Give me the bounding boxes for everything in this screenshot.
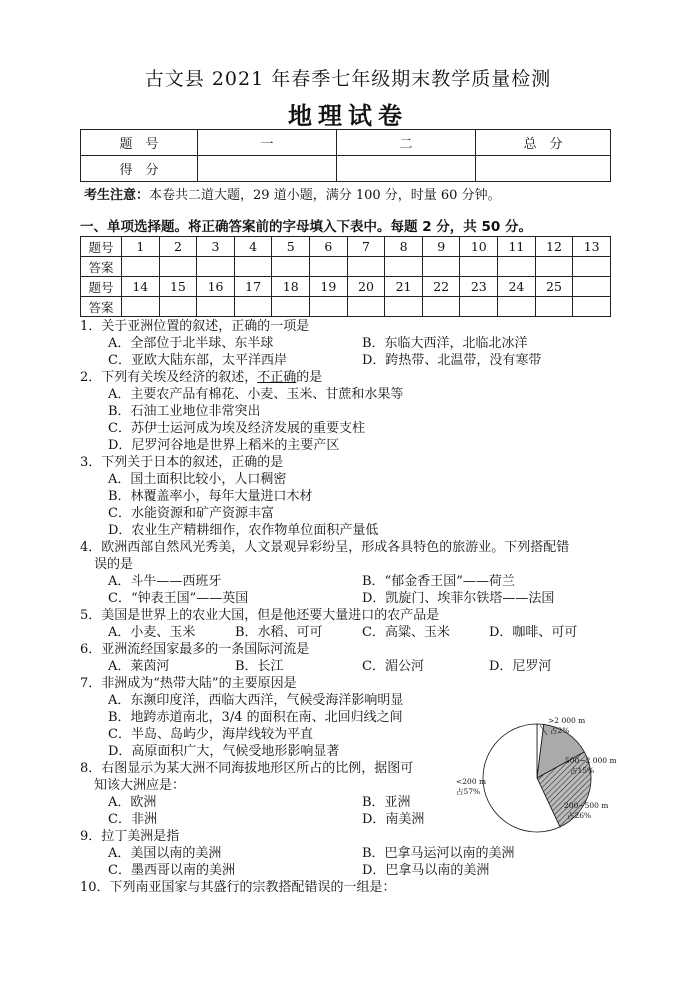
option[interactable]: A．斗牛——西班牙 [108,574,222,589]
option[interactable]: B．东临大西洋，北临北冰洋 [362,336,528,351]
pie-label-range-2: 200~500 m [564,801,609,810]
option[interactable]: A．小麦、玉米 [108,625,196,640]
answer-cell[interactable] [422,257,460,277]
score-row-label: 得 分 [81,156,198,182]
question-number: 15 [159,277,197,297]
answer-cell[interactable] [385,257,423,277]
note-label: 考生注意： [84,188,150,203]
answer-qlabel: 题号 [81,237,122,257]
question-number: 20 [347,277,385,297]
option[interactable]: D．高原面积广大，气候受地形影响显著 [108,744,340,759]
option[interactable]: B．长江 [235,659,284,674]
option[interactable]: A．东濒印度洋，西临大西洋，气候受海洋影响明显 [108,693,404,708]
score-header-2: 二 [337,130,476,156]
option[interactable]: C．“钟表王国”——英国 [108,591,249,606]
question-number: 13 [573,237,611,257]
option[interactable]: B．地跨赤道南北，3/4 的面积在南、北回归线之间 [108,710,403,725]
question-4-cont: 误的是 [94,557,134,572]
answer-cell[interactable] [310,257,348,277]
option[interactable]: C．水能资源和矿产资源丰富 [108,506,274,521]
exam-note [84,184,501,203]
option[interactable]: B．巴拿马运河以南的美洲 [362,846,515,861]
answer-cell[interactable] [197,297,235,317]
answer-cell[interactable] [234,297,272,317]
question-number: 24 [498,277,536,297]
option[interactable]: D．尼罗河 [489,659,552,674]
question-10: 10．下列南亚国家与其盛行的宗教搭配错误的一组是： [80,880,396,895]
question-number: 5 [272,237,310,257]
answer-cell[interactable] [535,257,573,277]
question-number: 16 [197,277,235,297]
question-number: 11 [498,237,536,257]
pie-label-pct-3: 占57% [456,787,481,796]
option[interactable]: D．尼罗河谷地是世界上稻米的主要产区 [108,438,340,453]
option[interactable]: A．欧洲 [108,795,157,810]
score-cell-2[interactable] [337,156,476,182]
answer-cell[interactable] [234,257,272,277]
answer-cell[interactable] [460,297,498,317]
answer-cell[interactable] [535,297,573,317]
question-number: 4 [234,237,272,257]
option[interactable]: D．南美洲 [362,812,425,827]
option[interactable]: C．高粱、玉米 [362,625,450,640]
pie-label-pct-2: 占26% [567,811,592,820]
answer-cell[interactable] [422,297,460,317]
question-number: 14 [122,277,160,297]
question-number [573,277,611,297]
pie-label-range-3: <200 m [456,777,487,786]
question-5: 5．美国是世界上的农业大国，但是他还要大量进口的农产品是 [80,608,440,623]
question-number: 12 [535,237,573,257]
question-number: 18 [272,277,310,297]
exam-subtitle: 地理试卷 [288,101,408,130]
question-9: 9．拉丁美洲是指 [80,829,180,844]
score-header-label: 题 号 [81,130,198,156]
question-6: 6．亚洲流经国家最多的一条国际河流是 [80,642,310,657]
answer-cell[interactable] [272,257,310,277]
option[interactable]: C．非洲 [108,812,157,827]
exam-title: 古文县 2021 年春季七年级期末教学质量检测 [144,68,552,90]
option[interactable]: D．凯旋门、埃菲尔铁塔——法国 [362,591,555,606]
question-2: 2．下列有关埃及经济的叙述，不正确的是 [80,370,323,385]
question-number: 7 [347,237,385,257]
pie-label-pct-1: 占15% [570,766,595,775]
answer-cell[interactable] [159,297,197,317]
option[interactable]: C．湄公河 [362,659,424,674]
question-number: 1 [122,237,160,257]
score-header-1: 一 [198,130,337,156]
answer-cell[interactable] [310,297,348,317]
option[interactable]: C．亚欧大陆东部，太平洋西岸 [108,353,287,368]
answer-cell[interactable] [498,297,536,317]
option[interactable]: B．石油工业地位非常突出 [108,404,261,419]
answer-cell[interactable] [159,257,197,277]
option[interactable]: A．全部位于北半球、东半球 [108,336,274,351]
option[interactable]: B．水稻、可可 [235,625,323,640]
answer-cell[interactable] [197,257,235,277]
question-number: 23 [460,277,498,297]
note-text: 本卷共二道大题，29 道小题，满分 100 分，时量 60 分钟。 [149,188,501,203]
score-table [80,129,611,182]
question-4: 4．欧洲西部自然风光秀美，人文景观异彩纷呈，形成各具特色的旅游业。下列搭配错 [80,540,570,555]
question-number: 17 [234,277,272,297]
option[interactable]: D．农业生产精耕细作，农作物单位面积产量低 [108,523,379,538]
question-number: 8 [385,237,423,257]
question-1: 1．关于亚洲位置的叙述，正确的一项是 [80,319,310,334]
option[interactable]: C．半岛、岛屿少，海岸线较为平直 [108,727,313,742]
question-number: 9 [422,237,460,257]
question-number: 2 [159,237,197,257]
question-number: 22 [422,277,460,297]
pie-label-range-0: >2 000 m [548,716,586,725]
option[interactable]: C．墨西哥以南的美洲 [108,863,235,878]
option[interactable]: A．莱茵河 [108,659,170,674]
score-cell-total[interactable] [476,156,611,182]
answer-cell[interactable] [498,257,536,277]
question-8-cont: 知该大洲应是： [94,778,186,793]
answer-alabel: 答案 [81,257,122,277]
section-heading: 一、单项选择题。将正确答案前的字母填入下表中。每题 2 分，共 50 分。 [80,219,532,235]
option[interactable]: A．国土面积比较小，人口稠密 [108,472,287,487]
answer-cell[interactable] [460,257,498,277]
question-3: 3．下列关于日本的叙述，正确的是 [80,455,284,470]
option[interactable]: A．主要农产品有棉花、小麦、玉米、甘蔗和水果等 [108,387,404,402]
option[interactable]: D．跨热带、北温带，没有寒带 [362,353,542,368]
option[interactable]: D．巴拿马以南的美洲 [362,863,490,878]
score-cell-1[interactable] [198,156,337,182]
elevation-pie-chart [452,713,622,843]
question-7: 7．非洲成为“热带大陆”的主要原因是 [80,676,297,691]
answer-cell[interactable] [347,257,385,277]
question-number: 3 [197,237,235,257]
option[interactable]: C．苏伊士运河成为埃及经济发展的重要支柱 [108,421,365,436]
pie-label-pct-0: 占2% [550,726,570,735]
answer-qlabel: 题号 [81,277,122,297]
question-number: 21 [385,277,423,297]
question-number: 25 [535,277,573,297]
option[interactable]: B．亚洲 [362,795,411,810]
answer-cell[interactable] [272,297,310,317]
pie-label-range-1: 500~2 000 m [565,756,617,765]
question-number: 19 [310,277,348,297]
answer-cell[interactable] [573,257,611,277]
question-number: 10 [460,237,498,257]
option[interactable]: B．林覆盖率小，每年大量进口木材 [108,489,313,504]
answer-cell[interactable] [385,297,423,317]
answer-cell[interactable] [122,297,160,317]
answer-cell[interactable] [573,297,611,317]
option[interactable]: A．美国以南的美洲 [108,846,222,861]
score-header-total: 总 分 [476,130,611,156]
answer-alabel: 答案 [81,297,122,317]
answer-table [80,236,611,317]
answer-cell[interactable] [122,257,160,277]
option[interactable]: D．咖啡、可可 [489,625,578,640]
question-8: 8．右图显示为某大洲不同海拔地形区所占的比例，据图可 [80,761,414,776]
answer-cell[interactable] [347,297,385,317]
question-number: 6 [310,237,348,257]
option[interactable]: B．“郁金香王国”——荷兰 [362,574,515,589]
